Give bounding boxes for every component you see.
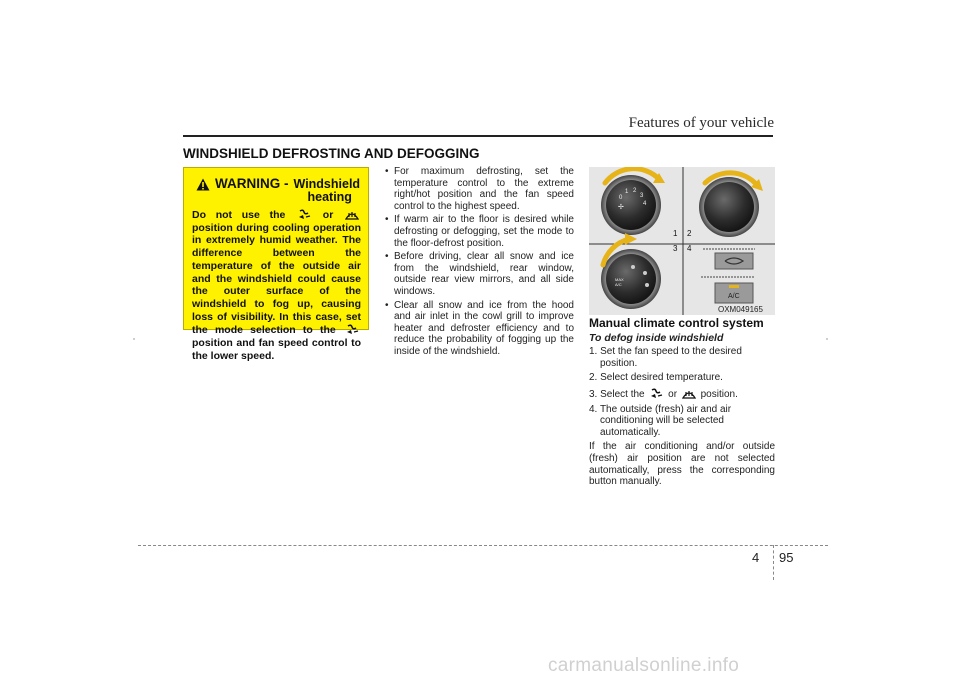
climate-control-figure [589,167,775,315]
tip-item: • If warm air to the floor is desired while defrosting or defogging, set the mode to the floor-defrost position. [384,214,574,249]
section-title: WINDSHIELD DEFROSTING AND DEFOGGING [183,146,480,161]
manual-steps [589,346,775,438]
fan-label-4: 4 [643,201,647,207]
manual-heading: Manual climate control system [589,316,764,330]
floor-defrost-icon [297,208,311,221]
manual-climate-section [589,318,775,488]
panel-label-4: 4 [687,244,692,253]
floor-defrost-icon-2 [345,323,359,336]
warning-body-part2: or [322,209,334,221]
mode-marker-1 [631,265,635,269]
mode-marker-3 [645,283,649,287]
header-rule [183,135,773,137]
panel-label-1: 1 [673,229,678,238]
step-1: 1. Set the fan speed to the desired position. [589,346,742,369]
fan-label-2: 2 [633,188,637,194]
panel-label-3: 3 [673,244,678,253]
step-3-part2: or [668,388,678,400]
registration-mark [133,338,135,340]
fan-label-1: 1 [625,189,629,195]
warning-box [183,167,369,362]
warning-topic [294,178,361,204]
tip-item: • For maximum defrosting, set the temperature control to the extreme right/hot position and the fan speed control to the highest speed. [384,166,574,212]
warning-topic-line1: Windshield [293,177,361,191]
control-buttons [701,249,755,303]
warning-topic-line2: heating [307,190,352,204]
header-title: Features of your vehicle [628,115,774,131]
defrost-icon [345,208,359,221]
step-2: 2. Select desired temperature. [589,372,723,384]
watermark: carmanualsonline.info [548,655,740,676]
ac-button-label: A/C [728,293,740,300]
step-3-part1: 3. Select the [589,388,645,400]
warning-body [192,208,361,362]
fan-label-0: 0 [619,195,623,201]
footer-rule [138,545,828,546]
warning-header [196,176,361,204]
warning-body-part1: Do not use the [192,209,286,221]
page-chapter: 4 [752,550,760,565]
mode-label-ac: A/C [615,282,622,287]
figure-code: OXM049165 [718,305,763,314]
footer-vertical-rule [773,545,774,580]
climate-control-illustration [589,167,775,315]
step-3-part3: position. [700,388,738,400]
fan-icon: ✢ [618,203,624,211]
fan-speed-dial [601,169,665,235]
fan-label-3: 3 [640,193,644,199]
temperature-dial [699,173,763,237]
floor-defrost-icon-3 [649,387,663,400]
warning-body-part3: position during cooling operation in extremely humid weather. The difference between the temperature of the outside air and the windshield could cause the outer surface of the windshield to fog up, causing loss of visibility. In this case, set the mode selection to the [192,221,361,337]
warning-label: WARNING - [215,176,289,191]
ac-indicator-light [729,285,739,288]
page-number: 95 [779,550,794,565]
panel-label-2: 2 [687,229,692,238]
mode-label-max: MAX [615,277,624,282]
tips-list [384,166,574,358]
manual-subheading: To defog inside windshield [589,331,724,344]
step-3 [589,387,775,401]
registration-mark [826,338,828,340]
manual-note: If the air conditioning and/or outside (fresh) air position are not selected automatically, press the corresponding button manually. [589,441,775,488]
air-recirculation-button [715,253,753,269]
mode-marker-2 [643,271,647,275]
tip-item: • Before driving, clear all snow and ice from the windshield, rear window, outside rear view mirrors, and all side windows. [384,251,574,297]
warning-triangle-icon [196,178,210,191]
warning-body-part4: position and fan speed control to the lower speed. [192,337,361,362]
step-4: 4. The outside (fresh) air and air conditioning will be selected automatically. [589,403,732,438]
tip-item: • Clear all snow and ice from the hood and air inlet in the cowl grill to improve heater and defroster efficiency and to reduce the probability of fogging up the inside of the windshield. [384,300,574,358]
tips-column [384,166,574,360]
defrost-icon-2 [682,387,696,400]
